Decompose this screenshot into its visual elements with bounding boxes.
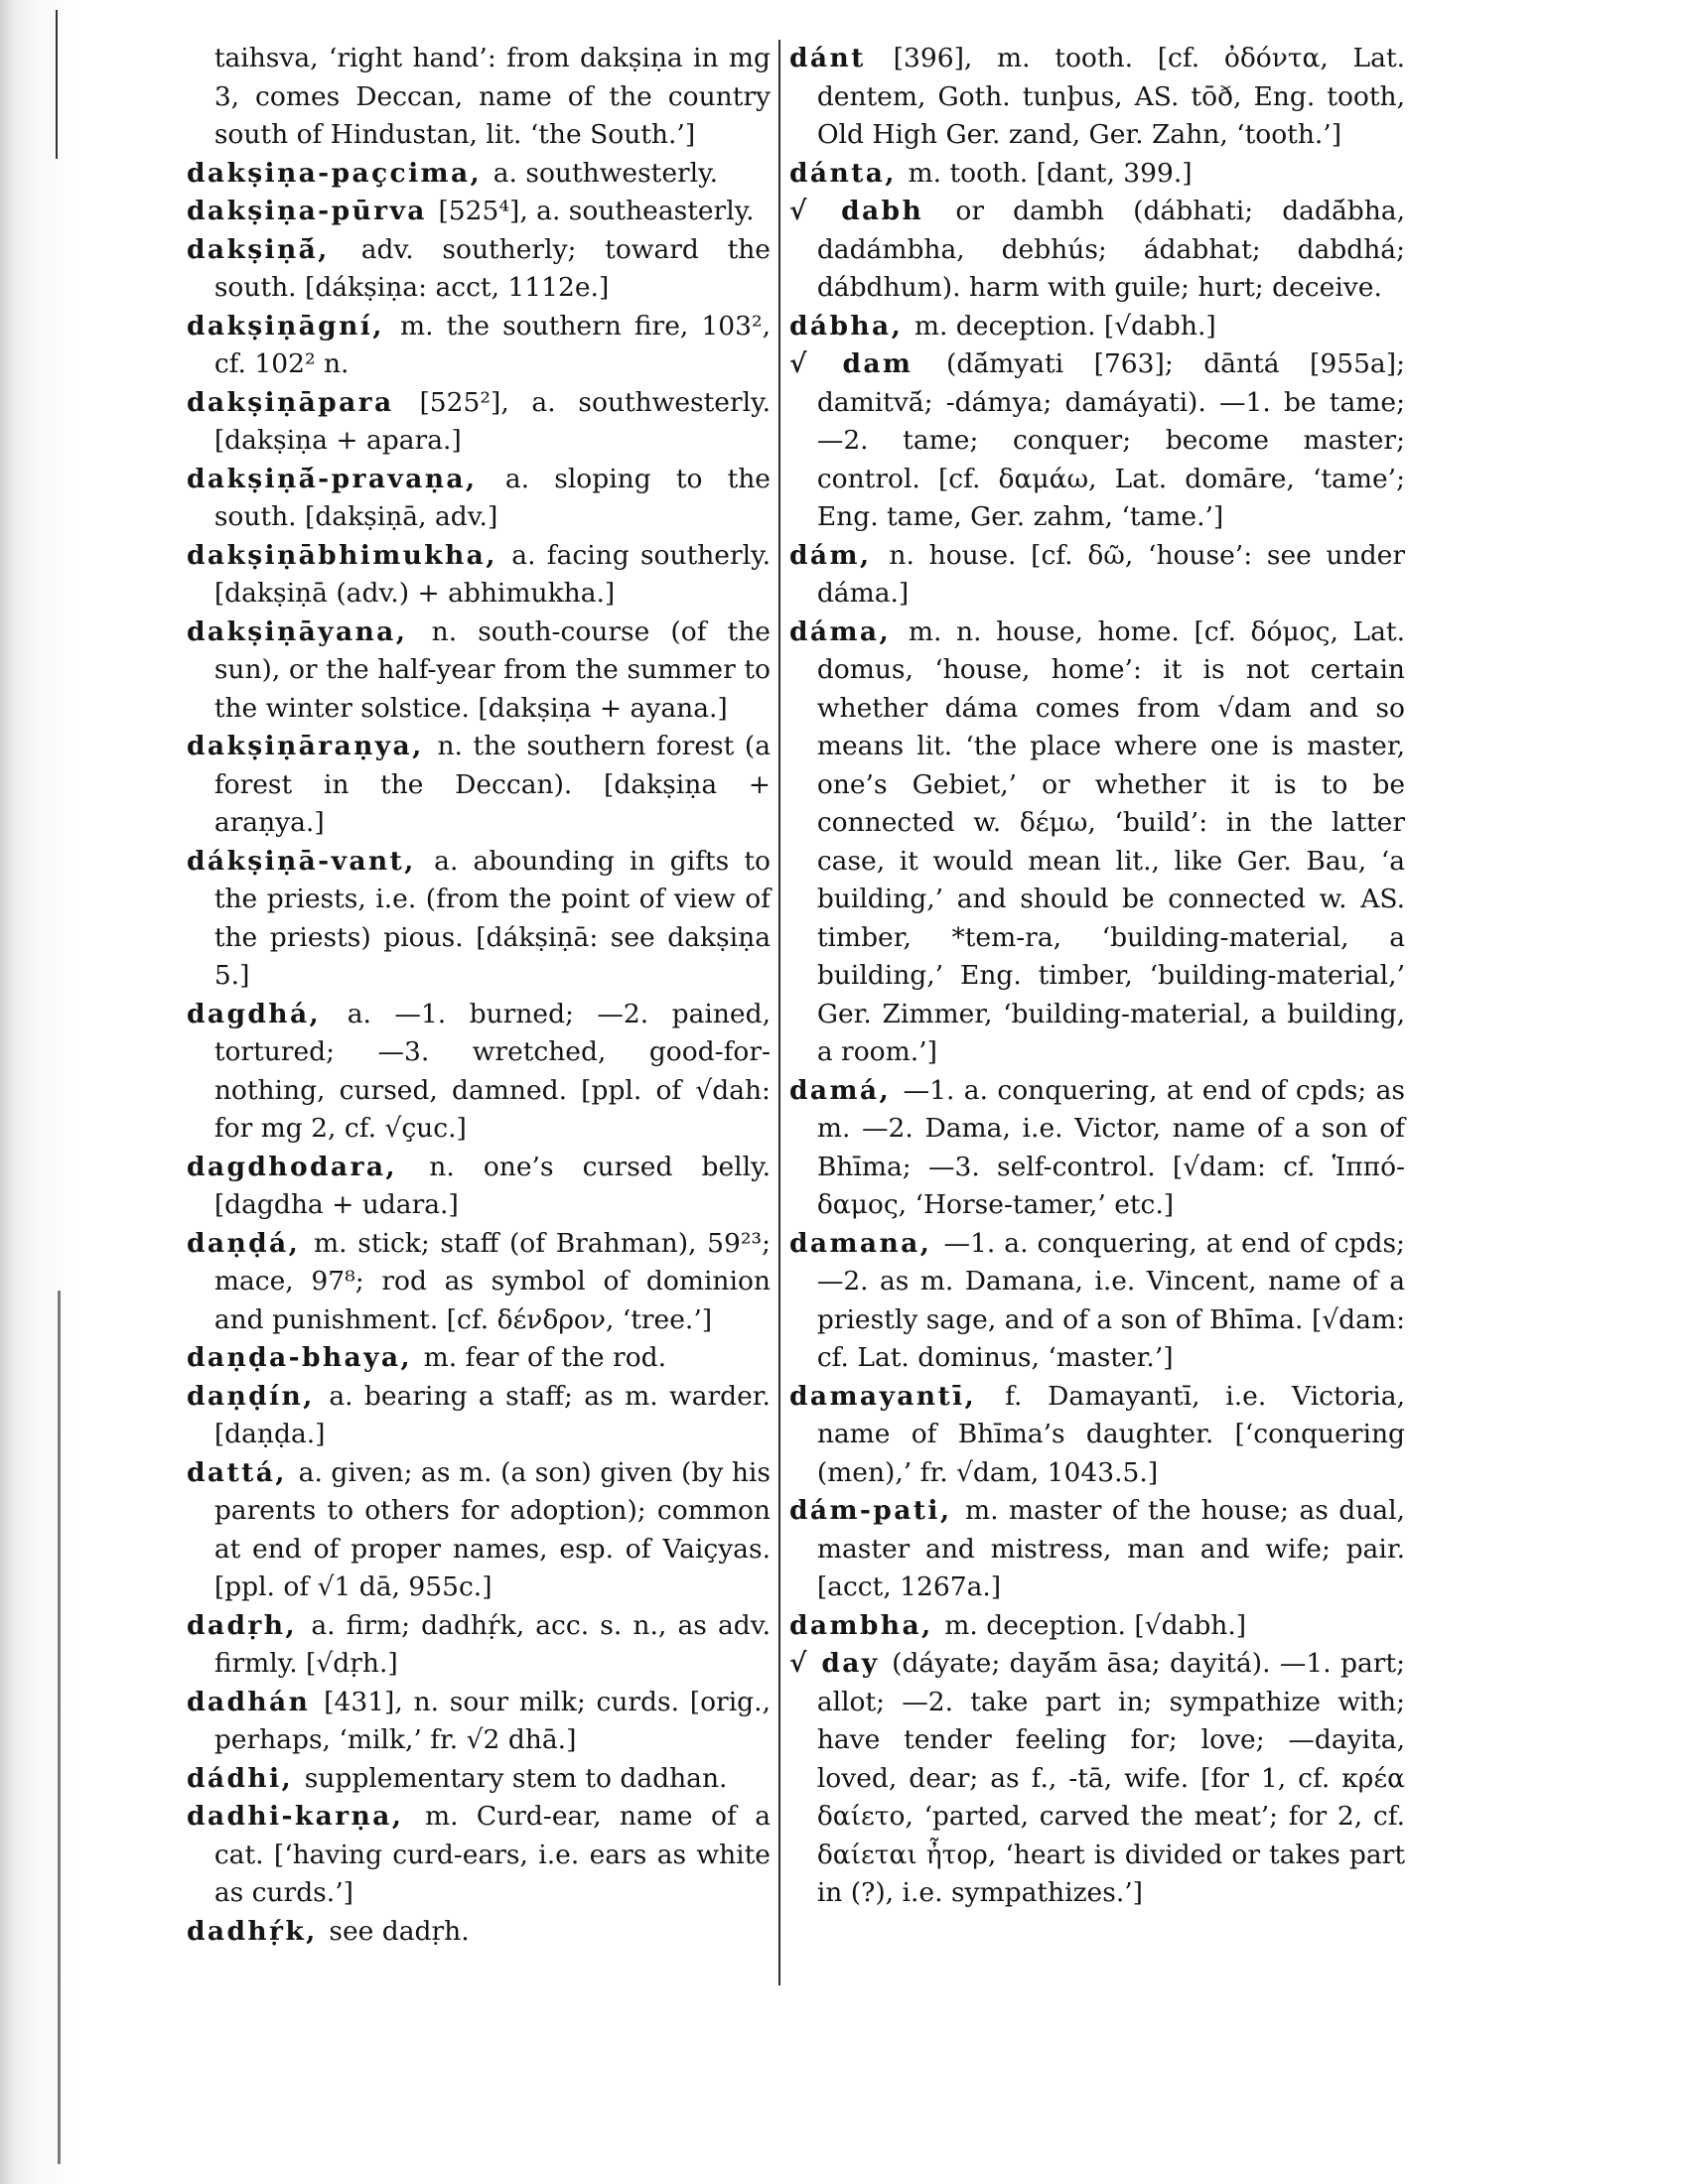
entry-headword: dakṣiṇāpara [187, 386, 420, 418]
entry-headword: dakṣiṇā́, [187, 233, 361, 265]
dictionary-entry [187, 231, 771, 308]
entry-headword: dadhán [187, 1686, 325, 1717]
dictionary-entry [789, 1645, 1405, 1913]
entry-headword: damayantī, [789, 1380, 1006, 1412]
entry-definition: m. fear of the rod. [423, 1342, 667, 1373]
entry-headword: dákṣiṇā-vant, [187, 845, 435, 877]
entry-headword: √ dam [789, 348, 947, 379]
dictionary-entry [789, 40, 1405, 155]
entry-headword: dakṣiṇa-pūrva [187, 196, 439, 226]
entry-headword: dakṣiṇāraṇya, [187, 731, 438, 761]
entry-definition: a. —1. burned; —2. pained, tortured; —3. wretched, good-for-nothing, cursed, damned. [ppl. of √dah: for mg 2, cf. √çuc.] [213, 998, 771, 1144]
entry-definition: a. bearing a staff; as m. warder. [daṇḍa.] [213, 1380, 771, 1449]
dictionary-entry: taihsva, ‘right hand’: from dakṣiṇa in mg 3, comes Deccan, name of the country south of Hindustan, lit. ‘the South.’] [213, 43, 771, 150]
entry-headword: dáma, [789, 615, 909, 647]
dictionary-entry [789, 345, 1405, 537]
entry-headword: dakṣiṇā́-pravaṇa, [187, 463, 505, 494]
entry-headword: dagdhodara, [187, 1151, 430, 1182]
dictionary-entry [789, 537, 1405, 614]
entry-headword: daṇḍá, [187, 1227, 315, 1259]
entry-definition: [525⁴], a. southeasterly. [438, 196, 755, 226]
entry-headword: dakṣiṇāgní, [187, 310, 401, 341]
dictionary-entry [187, 728, 771, 843]
dictionary-entry [187, 537, 771, 614]
dictionary-entry [789, 155, 1405, 194]
entry-headword: dakṣiṇa-paçcima, [187, 157, 493, 189]
entry-definition: (dáyate; dayā́m āsa; dayitá). —1. part; allot; —2. take part in; sympathize with; have tender feeling for; love; —dayita, loved, dear; as f., -tā, wife. [for 1, cf. κρέα δαίετο, ‘parted, carved the meat’; for 2, cf. δαίεται ἦτορ, ‘heart is divided or takes part in (?), i.e. sympathizes.’] [816, 1648, 1405, 1908]
dictionary-entry [187, 193, 771, 231]
entry-headword: damá, [789, 1074, 904, 1106]
entry-definition: supplementary stem to dadhan. [304, 1762, 728, 1794]
dictionary-entry [187, 1149, 771, 1225]
dictionary-entry [187, 1454, 771, 1607]
page-edge-mark [56, 10, 58, 159]
entry-definition: n. the southern forest (a forest in the Deccan). [dakṣiṇa + araṇya.] [213, 731, 771, 838]
dictionary-entry [187, 155, 771, 194]
entry-definition: n. house. [cf. δῶ, ‘house’: see under dáma.] [816, 539, 1406, 609]
column-divider [778, 40, 780, 1985]
entry-headword: dadhṛ́k, [187, 1915, 330, 1947]
entry-headword: dám-pati, [789, 1495, 966, 1526]
entry-definition: m. stick; staff (of Brahman), 59²³; mace, 97⁸; rod as symbol of dominion and punishment. [cf. δένδρον, ‘tree.’] [213, 1227, 771, 1335]
entry-headword: daṇḍa-bhaya, [187, 1342, 424, 1373]
page-binding-shadow [0, 0, 77, 2184]
dictionary-entry [187, 1684, 771, 1760]
dictionary-entry [187, 461, 771, 537]
entry-headword: √ day [789, 1648, 893, 1679]
entry-headword: dadhi-karṇa, [187, 1801, 425, 1832]
entry-definition: [396], m. tooth. [cf. ὀδόντα, Lat. dentem, Goth. tunþus, AS. tōð, Eng. tooth, Old High Ger. zand, Ger. Zahn, ‘tooth.’] [816, 43, 1406, 150]
dictionary-entry [187, 1760, 771, 1799]
dictionary-entry [187, 1798, 771, 1913]
entry-headword: dattá, [187, 1456, 299, 1488]
entry-definition: m. deception. [√dabh.] [914, 310, 1216, 341]
entry-definition: —1. a. conquering, at end of cpds; —2. as m. Damana, i.e. Vincent, name of a priestly sage, and of a son of Bhīma. [√dam: cf. Lat. dominus, ‘master.’] [816, 1227, 1405, 1373]
entry-headword: dánta, [789, 157, 909, 189]
dictionary-entry [187, 1339, 771, 1378]
entry-definition: m. tooth. [dant, 399.] [908, 157, 1193, 189]
entry-definition: n. south-course (of the sun), or the half-year from the summer to the winter solstice. [dakṣiṇa + ayana.] [213, 615, 771, 724]
binding-edge-line [58, 1291, 61, 2164]
dictionary-entry [789, 1607, 1405, 1646]
entry-definition: a. abounding in gifts to the priests, i.e. (from the point of view of the priests) pious. [dákṣiṇā: see dakṣiṇa 5.] [213, 845, 771, 991]
entry-definition: [431], n. sour milk; curds. [orig., perhaps, ‘milk,’ fr. √2 dhā.] [213, 1686, 771, 1755]
entry-definition: —1. a. conquering, at end of cpds; as m. —2. Dama, i.e. Victor, name of a son of Bhīma; —3. self-control. [√dam: cf. Ἱππό-δαμος, ‘Horse-tamer,’ etc.] [816, 1074, 1405, 1220]
entry-definition: [525²], a. southwesterly. [dakṣiṇa + apara.] [213, 386, 771, 456]
entry-definition: f. Damayantī, i.e. Victoria, name of Bhīma’s daughter. [‘conquering (men),’ fr. √dam, 1043.5.] [816, 1380, 1405, 1488]
entry-definition: (dā́myati [763]; dāntá [955a]; damitvā́; -dámya; damáyati). —1. be tame; —2. tame; conquer; become master; control. [cf. δαμάω, Lat. domāre, ‘tame’; Eng. tame, Ger. zahm, ‘tame.’] [816, 348, 1405, 532]
dictionary-entry [789, 1072, 1405, 1225]
entry-definition: or dambh (dábhati; dadā́bha, dadámbha, debhús; ádabhat; dabdhá; dábdhum). harm with guile; hurt; deceive. [816, 196, 1405, 303]
entry-definition: m. Curd-ear, name of a cat. [‘having curd-ears, i.e. ears as white as curds.’] [213, 1801, 772, 1908]
dictionary-entry [187, 308, 771, 384]
entry-headword: dádhi, [187, 1762, 305, 1794]
dictionary-entry [187, 843, 771, 996]
entry-headword: dambha, [789, 1609, 945, 1641]
entry-definition: adv. southerly; toward the south. [dákṣiṇa: acct, 1112e.] [213, 233, 771, 303]
entry-definition: a. sloping to the south. [dakṣiṇā, adv.] [213, 463, 771, 532]
entry-definition: m. deception. [√dabh.] [944, 1609, 1247, 1641]
entry-headword: dadṛh, [187, 1609, 312, 1641]
entry-headword: dánt [789, 43, 894, 73]
dictionary-entry [187, 996, 771, 1149]
entry-headword: dakṣiṇābhimukha, [187, 539, 512, 571]
right-column [789, 40, 1405, 1913]
left-column [187, 40, 771, 1951]
dictionary-entry [187, 384, 771, 461]
entry-definition: a. facing southerly. [dakṣiṇā (adv.) + abhimukha.] [213, 539, 771, 609]
dictionary-entry [789, 614, 1405, 1072]
entry-definition: m. the southern fire, 103², cf. 102² n. [213, 310, 771, 379]
dictionary-entry [187, 1607, 771, 1684]
entry-headword: √ dabh [789, 196, 956, 226]
entry-headword: dakṣiṇāyana, [187, 615, 432, 647]
entry-definition: a. southwesterly. [492, 157, 719, 189]
entry-headword: damana, [789, 1227, 944, 1259]
entry-headword: daṇḍín, [187, 1380, 330, 1412]
entry-definition: see dadṛh. [329, 1915, 470, 1947]
entry-headword: dám, [789, 539, 890, 571]
entry-definition: n. one’s cursed belly. [dagdha + udara.] [213, 1151, 771, 1220]
dictionary-entry [789, 1492, 1405, 1607]
entry-definition: m. n. house, home. [cf. δόμος, Lat. domus, ‘house, home’: it is not certain whether dáma comes from √dam and so means lit. ‘the place where one is master, one’s Gebiet,’ or whether it is to be connected w. δέμω, ‘build’: in the latter case, it would mean lit., like Ger. Bau, ‘a building,’ and should be connected w. AS. timber, *tem-ra, ‘building-material, a building,’ Eng. timber, ‘building-material,’ Ger. Zimmer, ‘building-material, a building, a room.’] [816, 615, 1405, 1067]
dictionary-entry [789, 193, 1405, 308]
dictionary-entry [789, 308, 1405, 346]
dictionary-entry [187, 614, 771, 729]
dictionary-entry [789, 1378, 1405, 1493]
dictionary-entry [789, 1225, 1405, 1378]
entry-definition: m. master of the house; as dual, master and mistress, man and wife; pair. [acct, 1267a.] [816, 1495, 1405, 1602]
dictionary-entry [187, 1378, 771, 1454]
dictionary-entry [187, 1225, 771, 1340]
entry-headword: dábha, [789, 310, 914, 341]
entry-headword: dagdhá, [187, 998, 348, 1029]
dictionary-entry [187, 1913, 771, 1952]
entry-definition: a. firm; dadhṛ́k, acc. s. n., as adv. firmly. [√dṛh.] [213, 1609, 771, 1679]
entry-definition: a. given; as m. (a son) given (by his parents to others for adoption); common at end of proper names, esp. of Vaiçyas. [ppl. of √1 dā, 955c.] [213, 1456, 772, 1602]
